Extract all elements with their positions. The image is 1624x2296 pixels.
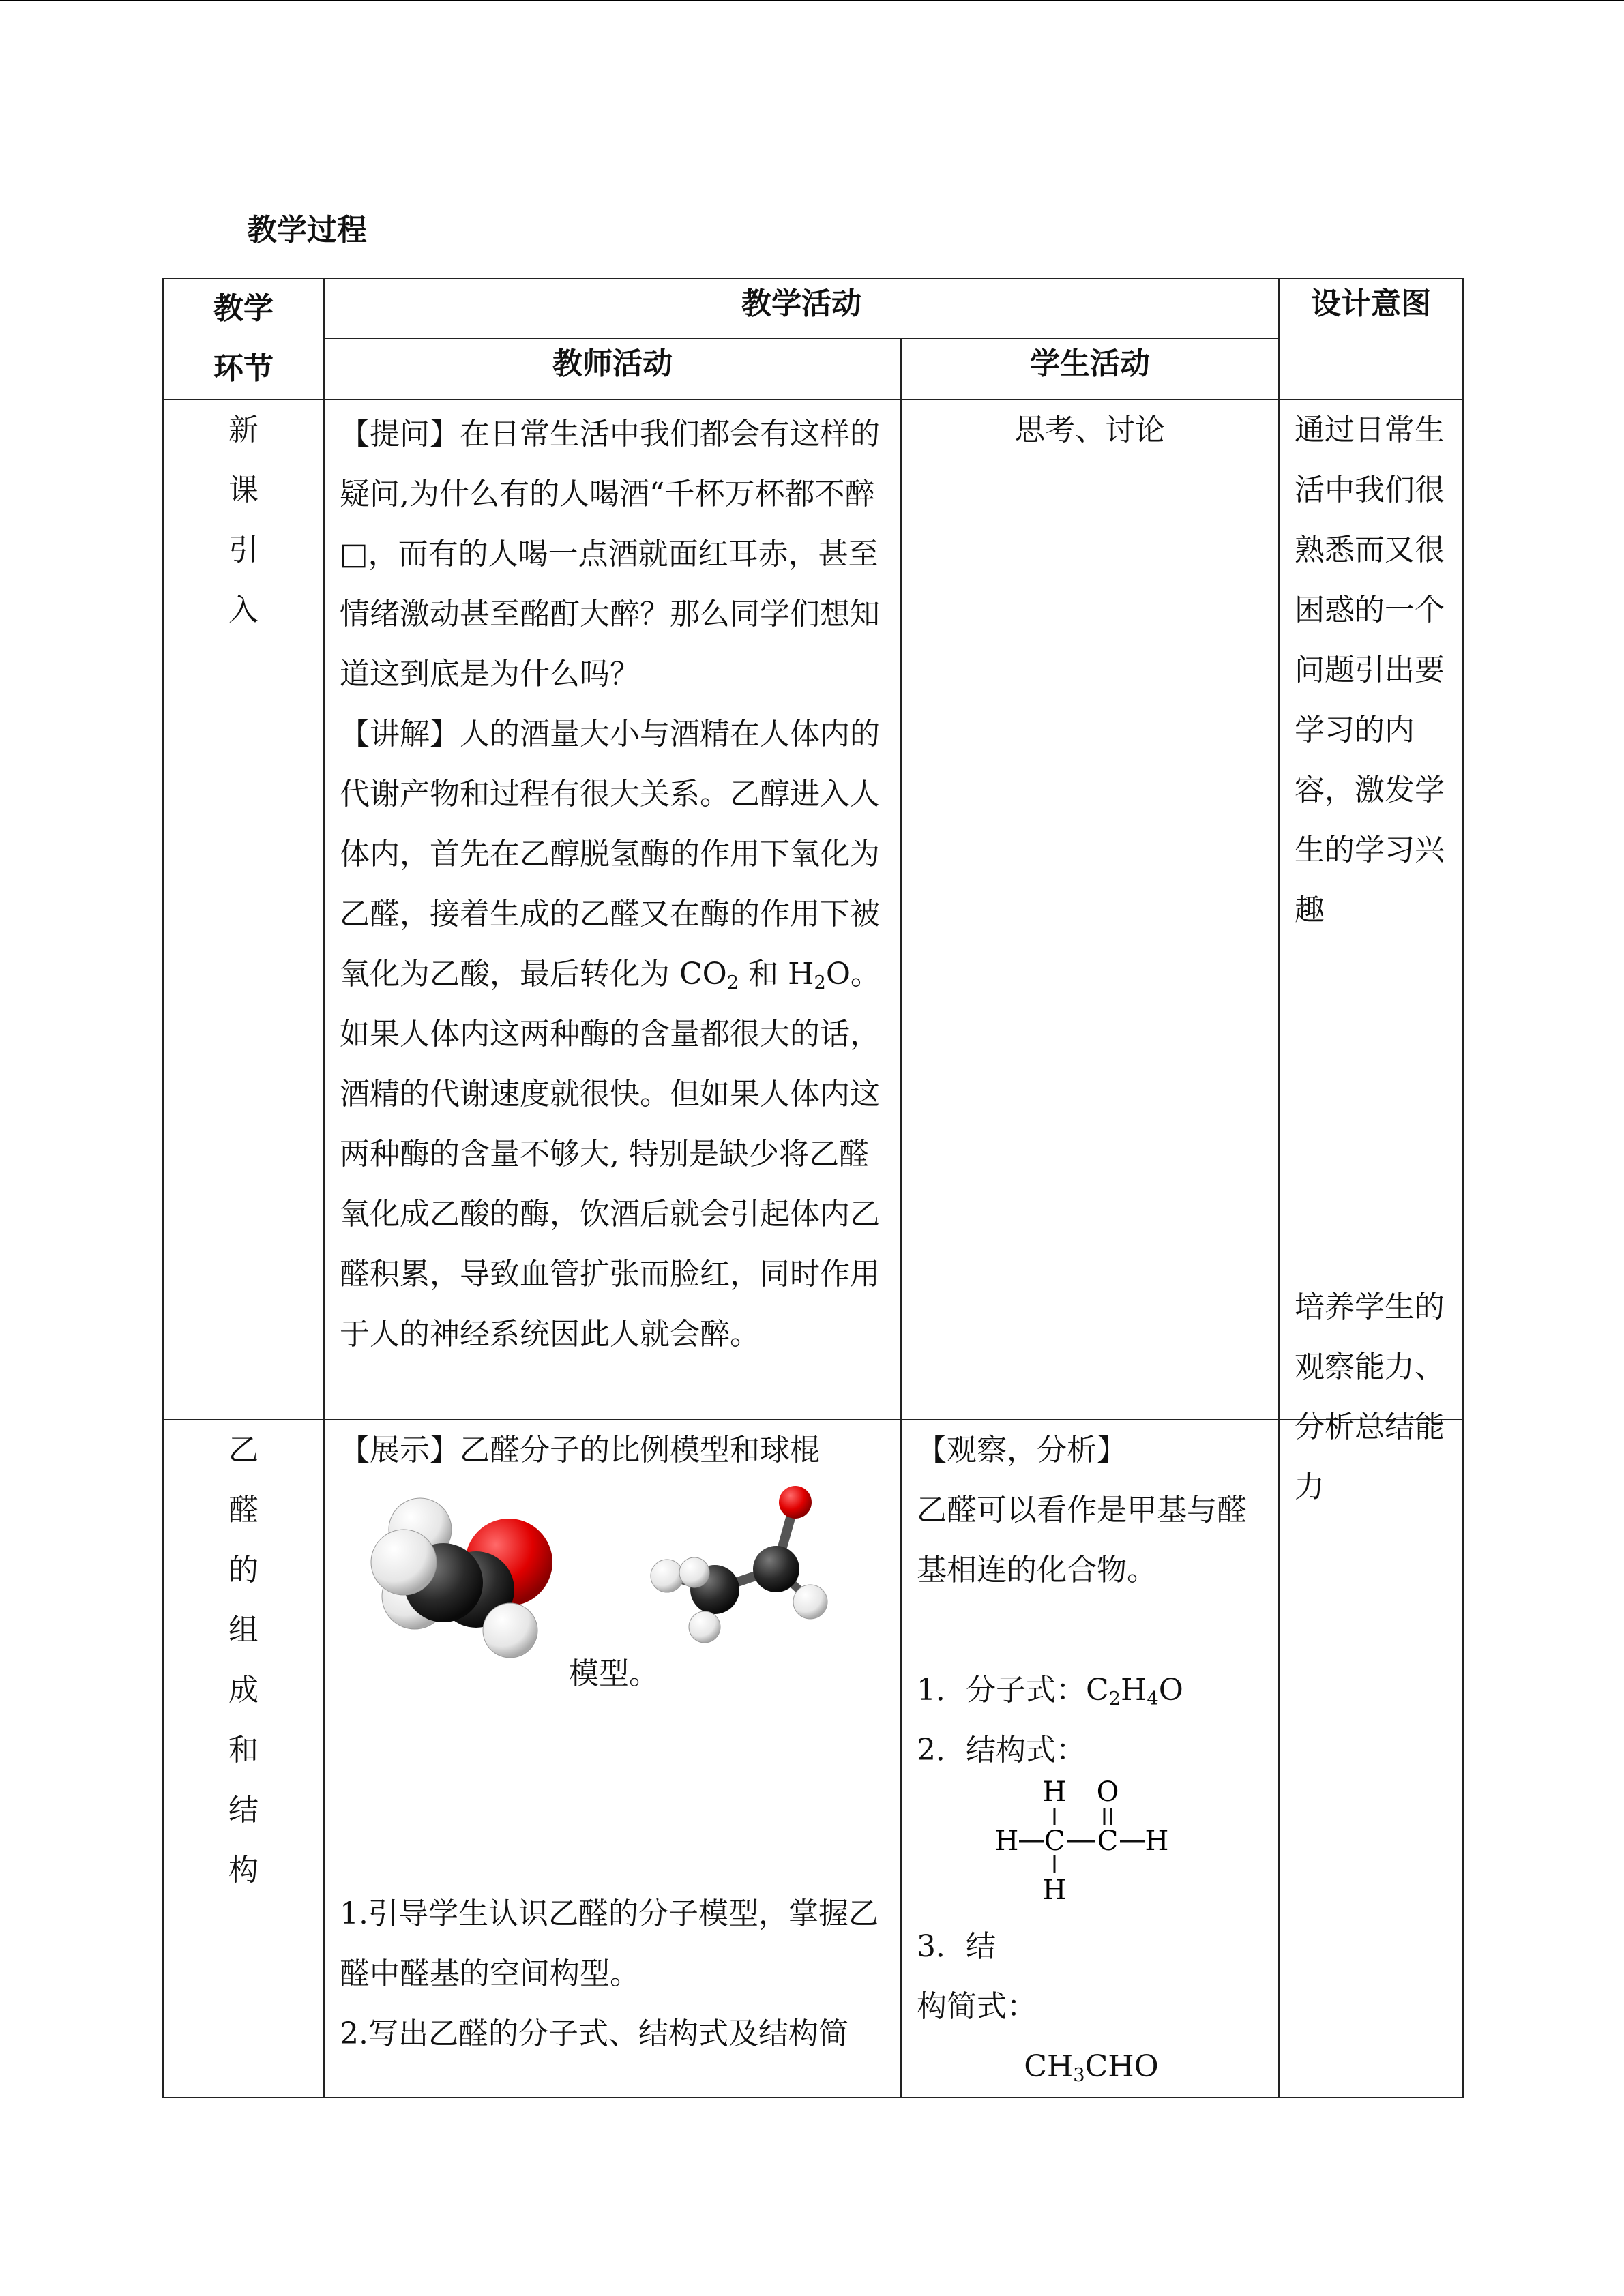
mf-h-sub: 4 (1147, 1688, 1159, 1710)
h-atom (793, 1585, 827, 1619)
header-stage (163, 278, 324, 400)
mf-c: C (1086, 1673, 1109, 1708)
student-activity-intro: 思考、讨论 (901, 400, 1279, 1420)
structural-formula-label: 2．结构式： (917, 1733, 1086, 1768)
o-atom (779, 1486, 812, 1519)
intent-intro (1279, 400, 1463, 1420)
stage-char: 引 (228, 533, 259, 567)
atom-c1: C (1044, 1825, 1065, 1857)
teacher-activity-structure (324, 1420, 901, 2098)
student-activity-structure (901, 1420, 1279, 2098)
stage-char: 乙 (228, 1433, 259, 1467)
sf-sub: 3 (1073, 2064, 1085, 2086)
h2o-o: O (825, 957, 851, 992)
header-stage-label: 教学环节 (213, 291, 274, 386)
stage-char: 成 (228, 1673, 259, 1708)
structural-formula-diagram (917, 1774, 1244, 1910)
co2-sub: 2 (726, 972, 739, 994)
molecule-models (340, 1480, 888, 1671)
explanation-part-a: 【讲解】人的酒量大小与酒精在人体内的代谢产物和过程有很大关系。乙醇进入人体内，首先在乙醇脱氢酶的作用下氧化为乙醛，接着生成的乙醛又在酶的作用下被氧化为乙酸，最后转化为 (340, 717, 880, 992)
mf-h: H (1121, 1673, 1147, 1708)
top-border-line (0, 0, 1624, 1)
h2o-h: H (788, 957, 814, 992)
atom-c2: C (1097, 1825, 1119, 1857)
explanation-part-b: 。如果人体内这两种酶的含量都很大的话，酒精的代谢速度就很快。但如果人体内这两种酶的含量不够大, 特别是缺少将乙醛氧化成乙酸的酶，饮酒后就会引起体内乙醛积累，导致血管扩张而脸红，同时作用于人的神经系统因此人就会醉。 (340, 957, 881, 1352)
h2o-formula (788, 957, 851, 992)
and-text: 和 (739, 957, 788, 992)
stage-cell-structure (163, 1420, 324, 2098)
h2o-sub: 2 (814, 972, 826, 994)
atom-h-bottom: H (1042, 1875, 1067, 1906)
atom-h-left: H (994, 1825, 1019, 1857)
teacher-explanation (340, 704, 888, 1365)
stage-char: 新 (228, 413, 259, 447)
teacher-guide-1: 1.引导学生认识乙醛的分子模型，掌握乙醛中醛基的空间构型。 (340, 1896, 879, 1991)
h-atom (371, 1530, 437, 1595)
teacher-show: 【展示】乙醛分子的比例模型和球棍 (340, 1433, 820, 1467)
stage-char: 入 (228, 593, 259, 627)
condensed-formula (917, 2037, 1266, 2097)
co2-base: CO (679, 957, 727, 992)
intent-intro-text: 通过日常生活中我们很熟悉而又很困惑的一个问题引出要学习的内容，激发学生的学习兴趣 (1295, 413, 1445, 927)
stage-char: 组 (228, 1613, 259, 1648)
molecular-formula (917, 1660, 1266, 1720)
structural-formula (917, 1776, 1266, 1917)
stage-char: 的 (228, 1553, 259, 1587)
lesson-table (162, 278, 1464, 2098)
stage-char: 和 (228, 1733, 259, 1768)
atom-o-top: O (1096, 1776, 1119, 1808)
condensed-formula-label-a: 3．结 (917, 1929, 996, 1964)
teacher-show-tail: 模型。 (569, 1656, 659, 1691)
mf-c-sub: 2 (1108, 1688, 1121, 1710)
header-student: 学生活动 (901, 338, 1279, 400)
intent-structure (1279, 1289, 1463, 2098)
h-atom (651, 1560, 683, 1592)
atom-h-top: H (1042, 1776, 1067, 1808)
ball-and-stick-model (651, 1486, 827, 1643)
teacher-question: 【提问】在日常生活中我们都会有这样的疑问,为什么有的人喝酒“千杯万杯都不醉□，而有的人喝一点酒就面红耳赤，甚至情绪激动甚至酩酊大醉？那么同学们想知道这到底是为什么吗？ (340, 417, 880, 691)
header-teacher: 教师活动 (324, 338, 901, 400)
atom-h-right: H (1145, 1825, 1169, 1857)
acetaldehyde-models-figure (340, 1480, 899, 1671)
sf-ch: CH (1024, 2049, 1074, 2084)
condensed-formula-label-b: 构简式： (917, 1989, 1037, 2024)
c-atom (753, 1546, 799, 1592)
header-intent: 设计意图 (1279, 278, 1463, 400)
teacher-guide-2: 2.写出乙醛的分子式、结构式及结构简 (340, 2016, 848, 2051)
mf-label: 1．分子式： (917, 1673, 1086, 1708)
header-activities: 教学活动 (324, 278, 1279, 338)
student-description: 乙醛可以看作是甲基与醛基相连的化合物。 (917, 1493, 1247, 1587)
teacher-activity-intro (324, 400, 901, 1420)
student-observe: 【观察，分析】 (917, 1433, 1127, 1467)
stage-char: 构 (228, 1853, 259, 1888)
space-filling-model (371, 1498, 552, 1658)
intent-structure-text: 培养学生的观察能力、分析总结能力 (1295, 1289, 1445, 1504)
sf-cho: CHO (1084, 2049, 1159, 2084)
h-atom (483, 1603, 537, 1658)
stage-cell-intro (163, 400, 324, 1420)
stage-char: 醛 (228, 1493, 259, 1527)
mf-o: O (1158, 1673, 1183, 1708)
page-title: 教学过程 (247, 213, 367, 248)
h-atom (689, 1611, 720, 1643)
stage-char: 结 (228, 1793, 259, 1828)
h-atom (679, 1557, 709, 1587)
stage-char: 课 (228, 473, 259, 507)
co2-formula (679, 957, 739, 992)
